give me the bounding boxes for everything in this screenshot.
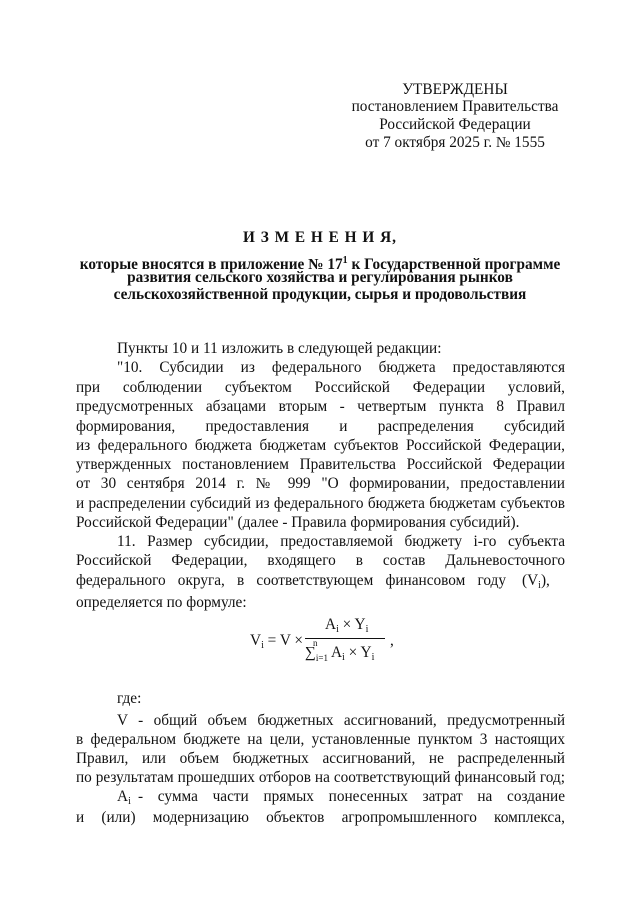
num-a: A [325, 616, 337, 633]
paragraph-line: утвержденных постановлением Правительства Российской Федерации [76, 456, 565, 473]
approval-line: Российской Федерации [379, 116, 531, 133]
formula-eq: = V × [263, 632, 304, 649]
approval-date: от 7 октября 2025 г. № 1555 [365, 134, 545, 151]
paragraph-line: "10. Субсидии из федерального бюджета предоставляются [117, 359, 565, 376]
formula-lhs [250, 632, 303, 651]
paragraph-line: из федерального бюджета бюджетам субъектов Российской Федерации, [76, 437, 565, 454]
paragraph-line: федерального округа, в соответствующем финансовом году [76, 572, 506, 589]
paragraph-line: формирования, предоставления и распределения субсидий [76, 418, 565, 435]
definition-symbol [117, 788, 131, 811]
num-a-sub: i [336, 624, 339, 635]
den-a: A [327, 644, 343, 661]
paragraph-line: Российской Федерации" (далее - Правила формирования субсидий). [76, 514, 520, 531]
paragraph-line: 11. Размер субсидии, предоставляемой бюджету i-го субъекта [117, 533, 565, 550]
definition-line: - сумма части прямых понесенных затрат на создание [138, 788, 565, 805]
where-label: где: [117, 690, 142, 707]
approval-line: постановлением Правительства [351, 98, 559, 115]
document-subtitle: сельскохозяйственной продукции, сырья и продовольствия [113, 286, 527, 303]
paragraph-line: Российской Федерации, входящего в состав Дальневосточного [76, 552, 565, 569]
document-heading: И З М Е Н Е Н И Я, [243, 229, 397, 246]
vi-subscript: i [538, 580, 541, 591]
sum-lower: i=1 [315, 653, 328, 663]
formula-numerator [325, 616, 368, 635]
formula-comma: , [390, 632, 394, 649]
paragraph-line: и распределении субсидий из федерального бюджета бюджетам субъектов [76, 495, 565, 512]
symbol-a: A [117, 788, 129, 805]
definition-line: в федеральном бюджете на цели, установленные пунктом 3 настоящих [76, 731, 565, 748]
num-y-sub: i [365, 624, 369, 635]
subtitle-text: которые вносятся в приложение № 17 [79, 256, 343, 273]
definition-line: по результатам прошедших отборов на соответствующий финансовый год; [76, 769, 565, 786]
formula-v-sub: i [261, 640, 264, 651]
paragraph-line: при соблюдении субъектом Российской Федерации условий, [76, 379, 565, 396]
definition-line: V - общий объем бюджетных ассигнований, предусмотренный [117, 712, 565, 729]
vi-close: ), [540, 572, 550, 589]
sum-symbol: ∑ [305, 644, 316, 661]
paragraph-line: от 30 сентября 2014 г. № 999 "О формировании, предоставлении [76, 475, 565, 492]
subtitle-text-end: к Государственной программе [347, 256, 561, 273]
intro-paragraph: Пункты 10 и 11 изложить в следующей редакции: [117, 340, 442, 357]
definition-line: Правил, или объем бюджетных ассигнований, не распределенный [76, 750, 565, 767]
variable-vi [522, 572, 550, 595]
definition-line: и (или) модернизацию объектов агропромышленного комплекса, [76, 809, 565, 826]
den-y-sub: i [371, 652, 375, 663]
den-y: × Y [344, 644, 372, 661]
num-y: × Y [338, 616, 366, 633]
symbol-a-sub: i [128, 796, 131, 807]
formula-v: V [250, 632, 262, 649]
sum-upper: n [313, 638, 318, 648]
paragraph-line: предусмотренных абзацами вторым - четвертым пункта 8 Правил [76, 398, 565, 415]
vi-open: (V [522, 572, 539, 589]
den-a-sub: i [342, 652, 345, 663]
paragraph-line: определяется по формуле: [76, 594, 247, 611]
formula-denominator [305, 638, 375, 663]
approval-title: УТВЕРЖДЕНЫ [402, 81, 508, 98]
document-subtitle: развития сельского хозяйства и регулирования рынков [127, 269, 513, 286]
formula [250, 610, 400, 670]
sum-group [305, 638, 328, 663]
subtitle-superscript: 1 [342, 255, 348, 266]
